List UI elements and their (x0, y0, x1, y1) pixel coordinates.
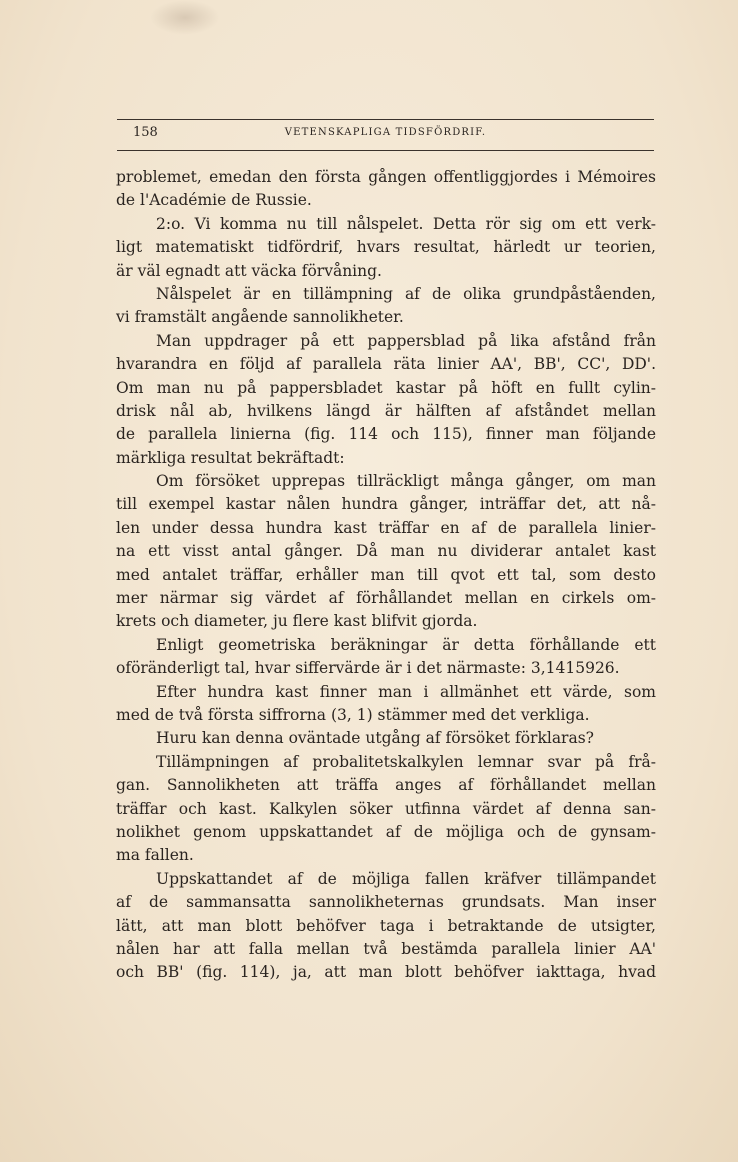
text-line: af de sammansatta sannolikheternas grundsats. Man inser (116, 893, 656, 912)
body-text (116, 166, 656, 985)
paper-stain (150, 0, 220, 35)
text-line: Tillämpningen af probalitetskalkylen lemnar svar på frå- (156, 752, 656, 771)
text-line: nolikhet genom uppskattandet af de möjliga och de gynsam- (116, 822, 656, 841)
text-line: hvarandra en följd af parallela räta linier AA', BB', CC', DD'. (116, 355, 656, 374)
text-line: len under dessa hundra kast träffar en af de parallela linier- (116, 518, 656, 537)
text-line: är väl egnadt att väcka förvåning. (116, 261, 382, 280)
page-number: 158 (133, 125, 158, 140)
text-line: krets och diameter, ju flere kast blifvit gjorda. (116, 612, 478, 631)
text-line: ligt matematiskt tidfördrif, hvars resultat, härledt ur teorien, (116, 238, 656, 257)
running-header (117, 119, 654, 151)
text-line: till exempel kastar nålen hundra gånger, inträffar det, att nå- (116, 495, 656, 514)
text-line: drisk nål ab, hvilkens längd är hälften af afståndet mellan (116, 401, 656, 420)
text-line: 2:o. Vi komma nu till nålspelet. Detta rör sig om ett verk- (156, 214, 656, 233)
text-line: Om man nu på pappersbladet kastar på höft en fullt cylin- (116, 378, 656, 397)
text-line: ma fallen. (116, 846, 194, 865)
text-line: na ett visst antal gånger. Då man nu dividerar antalet kast (116, 542, 656, 561)
text-line: vi framstält angående sannolikheter. (116, 308, 404, 327)
text-line: nålen har att falla mellan två bestämda parallela linier AA' (116, 939, 656, 958)
text-line: med antalet träffar, erhåller man till qvot ett tal, som desto (116, 565, 656, 584)
text-line: Om försöket upprepas tillräckligt många gånger, om man (156, 472, 656, 491)
text-line: märkliga resultat bekräftadt: (116, 448, 345, 467)
text-line: Nålspelet är en tillämpning af de olika grundpåståenden, (156, 284, 656, 303)
text-line: med de två första siffrorna (3, 1) stämmer med det verkliga. (116, 705, 590, 724)
text-line: oföränderligt tal, hvar siffervärde är i det närmaste: 3,1415926. (116, 659, 620, 678)
text-line: de parallela linierna (fig. 114 och 115), finner man följande (116, 425, 656, 444)
text-line: de l'Académie de Russie. (116, 191, 312, 210)
text-line: Uppskattandet af de möjliga fallen kräfver tillämpandet (156, 869, 656, 888)
text-line: Huru kan denna oväntade utgång af försöket förklaras? (156, 729, 594, 748)
text-line: Man uppdrager på ett pappersblad på lika afstånd från (156, 331, 656, 350)
text-line: gan. Sannolikheten att träffa anges af förhållandet mellan (116, 776, 656, 795)
running-title: VETENSKAPLIGA TIDSFÖRDRIF. (284, 127, 487, 138)
text-line: problemet, emedan den första gången offentliggjordes i Mémoires (116, 168, 656, 186)
text-line: lätt, att man blott behöfver taga i betraktande de utsigter, (116, 916, 656, 935)
text-line: Efter hundra kast finner man i allmänhet ett värde, som (156, 682, 656, 701)
text-line: och BB' (fig. 114), ja, att man blott behöfver iakttaga, hvad (116, 963, 656, 982)
text-line: träffar och kast. Kalkylen söker utfinna värdet af denna san- (116, 799, 656, 818)
text-line: Enligt geometriska beräkningar är detta förhållande ett (156, 635, 656, 654)
text-line: mer närmar sig värdet af förhållandet mellan en cirkels om- (116, 589, 656, 608)
